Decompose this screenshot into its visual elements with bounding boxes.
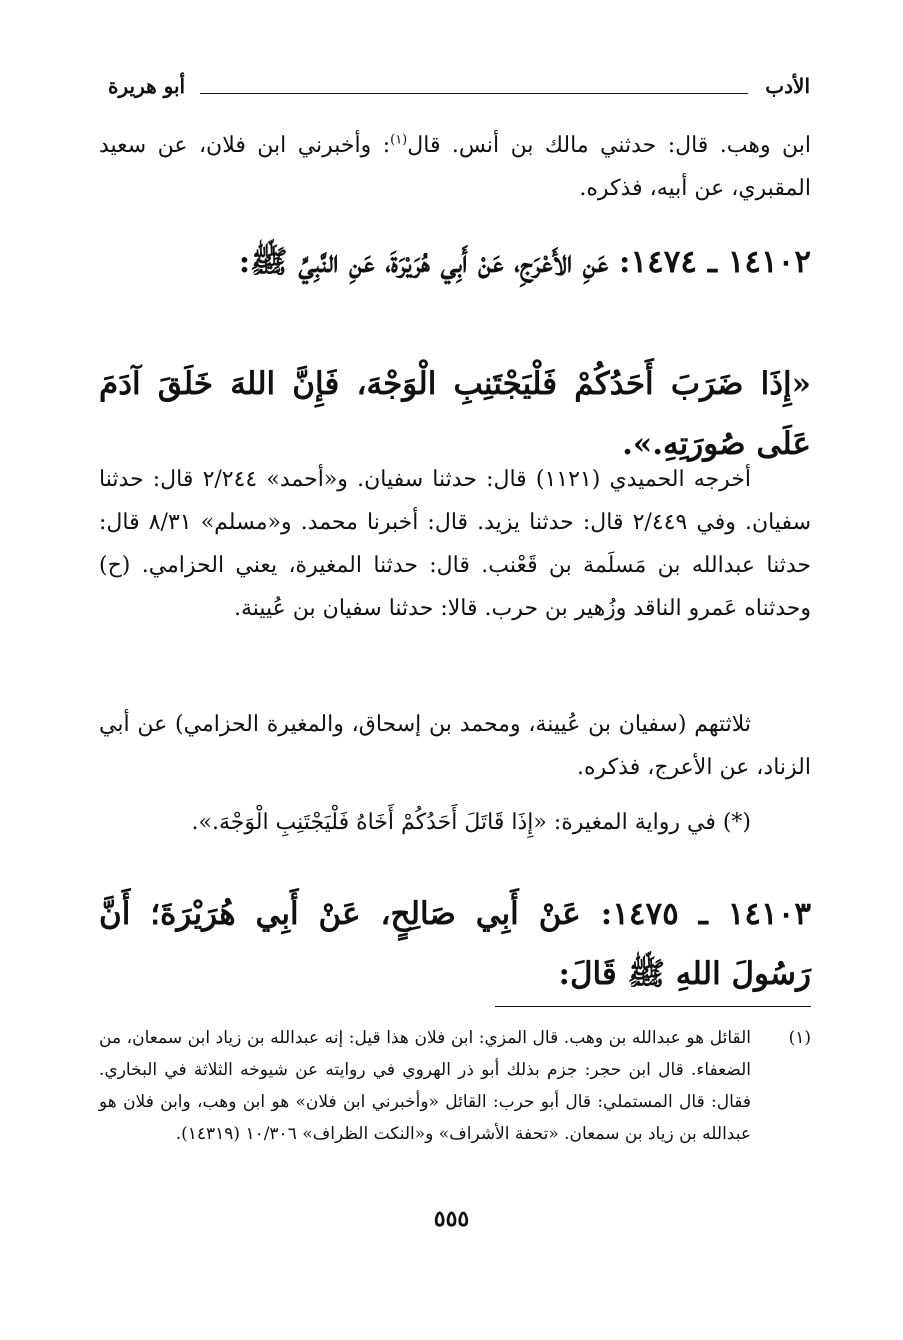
footnote-number: (١) [788,1028,811,1048]
header-rule [200,93,748,94]
opening-text-rest: : وأخبرني ابن فلان، عن سعيد المقبري، عن أبيه، فذكره. [99,133,811,201]
hadith-1474-heading: ١٤١٠٢ ـ ١٤٧٤: عَنِ الأَعْرَجِ، عَنْ أَبِي هُرَيْرَةَ، عَنِ النَّبِيِّ ﷺ: [238,244,811,280]
footnote [99,1022,811,1150]
footnote-text: القائل هو عبدالله بن وهب. قال المزي: ابن فلان هذا قيل: إنه عبدالله بن زياد ابن سمعان، من الضعفاء. قال ابن حجر: جزم بذلك أبو ذر الهروي في روايته عن شيوخه الثلاثة في البخاري. فقال: قال المستملي: قال أبو حرب: القائل «وأخبرني ابن فلان» هو ابن وهب، وابن فلان هو عبدالله بن زياد بن سمعان. «تحفة الأشراف» و«النكت الظراف» ١٠/٣٠٦ (١٤٣١٩). [99,1028,751,1144]
page-number: ٥٥٥ [433,1206,470,1232]
narrator-title: أبو هريرة [108,74,186,98]
hadith-1474-text: «إِذَا ضَرَبَ أَحَدُكُمْ فَلْيَجْتَنِبِ الْوَجْهَ، فَإِنَّ اللهَ خَلَقَ آدَمَ عَلَى صُورَتِهِ.». [99,366,811,462]
variant-narration: (*) في رواية المغيرة: «إِذَا قَاتَلَ أَحَدُكُمْ أَخَاهُ فَلْيَجْتَنِبِ الْوَجْهَ.». [191,810,751,835]
section-title: الأدب [765,74,810,98]
running-header [108,74,810,104]
opening-text: ابن وهب. قال: حدثني مالك بن أنس. قال [407,133,811,158]
takhrij-paragraph: أخرجه الحميدي (١١٢١) قال: حدثنا سفيان. و«أحمد» ٢/٢٤٤ قال: حدثنا سفيان. وفي ٢/٤٤٩ قال: حدثنا يزيد. قال: أخبرنا محمد. و«مسلم» ٨/٣١ قال: حدثنا عبدالله بن مَسلَمة بن قَعْنب. قال: حدثنا المغيرة، يعني الحزامي. (ح) وحدثناه عَمرو الناقد وزُهير بن حرب. قالا: حدثنا سفيان بن عُيينة. [99,467,812,621]
footnote-reference[interactable]: (١) [390,132,408,148]
chain-summary-paragraph: ثلاثتهم (سفيان بن عُيينة، ومحمد بن إسحاق، والمغيرة الحزامي) عن أبي الزناد، عن الأعرج، فذكره. [99,712,811,780]
hadith-1475-heading: ١٤١٠٣ ـ ١٤٧٥: عَنْ أَبِي صَالِحٍ، عَنْ أَبِي هُرَيْرَةَ؛ أَنَّ رَسُولَ اللهِ ﷺ قَالَ: [99,896,812,992]
opening-paragraph [99,124,811,210]
footnote-rule [495,1006,811,1007]
